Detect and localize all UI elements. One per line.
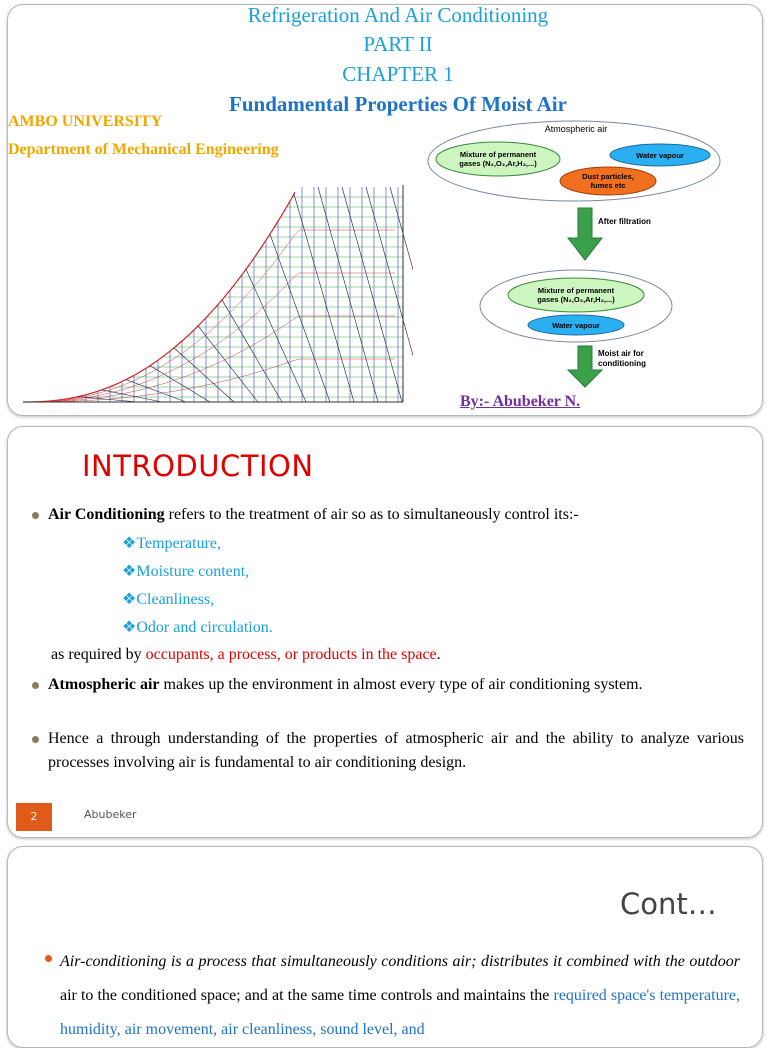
saturation-curve	[231, 284, 235, 289]
moist-air-label-a: Moist air for	[598, 349, 644, 358]
rh-curve	[137, 389, 143, 390]
moist-air-composition-diagram	[426, 115, 726, 395]
arrow-down-icon	[568, 346, 602, 387]
saturation-curve	[119, 381, 123, 383]
saturation-curve	[175, 344, 179, 347]
rh-curve	[245, 318, 251, 323]
rh-curve	[293, 316, 299, 320]
slide-heading: INTRODUCTION	[82, 449, 314, 483]
university-name: AMBO UNIVERSITY	[8, 113, 162, 131]
saturation-curve	[163, 353, 167, 356]
rh-curve	[245, 374, 251, 376]
bullet-atmospheric-air: Atmospheric air makes up the environment in almost every type of air conditioning system.	[48, 673, 744, 697]
bullet-icon	[32, 682, 39, 689]
saturation-curve	[255, 251, 259, 257]
wet-bulb-line	[198, 326, 258, 402]
rh-curve	[113, 391, 119, 393]
bullet-icon	[32, 512, 39, 519]
paragraph: Air-conditioning is a process that simultaneously conditions air; distributes it combined with the outdoor air to the conditioned space; and at the same time controls and maintains the required space's temperature, humidity, air movement, air cleanliness, sound level, and	[60, 945, 740, 1047]
saturation-curve	[275, 220, 279, 226]
rh-curve	[233, 377, 239, 379]
rh-curve	[113, 394, 119, 395]
saturation-curve	[171, 347, 175, 350]
continuation-slide	[7, 846, 763, 1048]
sub-item: ❖Odor and circulation.	[122, 617, 273, 637]
wet-bulb-line	[246, 269, 306, 402]
saturation-curve	[83, 394, 87, 395]
rh-curve	[77, 398, 83, 399]
saturation-curve	[111, 385, 115, 387]
dust-label-a: Dust particles,	[582, 172, 634, 181]
required-by-line: as required by occupants, a process, or products in the space.	[51, 643, 747, 667]
saturation-curve	[143, 368, 147, 371]
rh-curve	[245, 290, 251, 297]
wet-bulb-line	[78, 397, 138, 402]
saturation-curve	[287, 199, 291, 206]
highlight-red: occupants, a process, or products in the space	[146, 646, 437, 663]
rh-curve	[149, 378, 155, 380]
mixture-label-1b: gases (N₂,O₂,Ar,H₂,...)	[459, 159, 537, 168]
rh-curve	[281, 245, 287, 253]
saturation-curve	[103, 388, 107, 389]
mixture-label-2b: gases (N₂,O₂,Ar,H₂,...)	[537, 295, 615, 304]
rh-curve	[257, 371, 263, 373]
term-air-conditioning: Air Conditioning	[48, 506, 165, 523]
saturation-curve	[207, 312, 211, 316]
saturation-curve	[283, 206, 287, 213]
saturation-curve	[259, 245, 263, 251]
rh-curve	[269, 332, 275, 336]
wet-bulb-line	[366, 187, 413, 402]
saturation-curve	[155, 359, 159, 362]
water-vapour-label-2: Water vapour	[552, 321, 600, 330]
rh-curve	[293, 273, 299, 278]
rh-curve	[161, 363, 167, 367]
rh-curve	[113, 398, 119, 399]
rh-curve	[269, 296, 275, 302]
topic-title: Fundamental Properties Of Moist Air	[8, 92, 763, 117]
rh-curve	[197, 353, 203, 357]
sub-item: ❖Moisture content,	[122, 561, 249, 581]
rh-curve	[161, 383, 167, 385]
rh-curve	[221, 380, 227, 381]
saturation-curve	[135, 372, 139, 374]
definition-text: refers to the treatment of air so as to simultaneously control its:-	[165, 506, 579, 523]
saturation-curve	[271, 226, 275, 232]
saturation-curve	[67, 398, 71, 399]
rh-curve	[257, 276, 263, 283]
wet-bulb-line	[342, 187, 402, 402]
department-name: Department of Mechanical Engineering	[8, 141, 279, 159]
rh-curve	[83, 399, 89, 400]
rh-curve	[197, 337, 203, 342]
bullet-understanding: Hence a through understanding of the properties of atmospheric air and the ability to analyze various processes involving air is fundamental to air conditioning design.	[48, 727, 744, 775]
rh-curve	[233, 353, 239, 356]
wet-bulb-line	[222, 300, 282, 402]
rh-curve	[89, 394, 95, 395]
rh-curve	[119, 398, 125, 399]
rh-curve	[149, 370, 155, 373]
water-vapour-label-1: Water vapour	[636, 151, 684, 160]
saturation-curve	[151, 362, 155, 365]
rh-curve	[293, 359, 299, 361]
rh-curve	[233, 328, 239, 333]
saturation-curve	[159, 356, 163, 359]
saturation-curve	[187, 333, 191, 337]
rh-curve	[269, 261, 275, 269]
saturation-curve	[87, 393, 91, 394]
saturation-curve	[239, 273, 243, 278]
saturation-curve	[211, 308, 215, 312]
saturation-curve	[191, 329, 195, 333]
rh-curve	[233, 303, 239, 309]
part-title: PART II	[8, 32, 763, 57]
title-slide	[7, 4, 763, 416]
mixture-label-2a: Mixture of permanent	[538, 286, 615, 295]
saturation-curve	[71, 397, 75, 398]
rh-curve	[101, 391, 107, 393]
rh-curve	[221, 337, 227, 341]
bullet-air-conditioning	[48, 503, 744, 527]
sub-item: ❖Temperature,	[122, 533, 221, 553]
page-number: 2	[16, 803, 52, 831]
saturation-curve	[183, 337, 187, 341]
wet-bulb-line	[294, 194, 354, 402]
bullet-icon	[45, 955, 52, 962]
rh-curve	[77, 399, 83, 400]
saturation-curve	[91, 392, 95, 393]
rh-curve	[281, 285, 287, 291]
saturation-curve	[123, 379, 127, 381]
rh-curve	[281, 363, 287, 365]
saturation-curve	[203, 317, 207, 321]
atmospheric-air-label: Atmospheric air	[545, 124, 608, 134]
saturation-curve	[139, 370, 143, 372]
rh-curve	[149, 394, 155, 395]
wet-bulb-line	[174, 348, 234, 402]
saturation-curve	[167, 350, 171, 353]
saturation-curve	[279, 213, 283, 220]
saturation-curve	[223, 294, 227, 299]
slide-heading: Cont…	[620, 887, 717, 921]
wet-bulb-line	[318, 187, 378, 402]
saturation-curve	[251, 257, 255, 263]
rh-curve	[209, 327, 215, 332]
saturation-curve	[131, 375, 135, 377]
course-title: Refrigeration And Air Conditioning	[8, 4, 763, 28]
saturation-curve	[263, 239, 267, 245]
rh-curve	[293, 230, 299, 237]
bullet-icon	[32, 736, 39, 743]
rh-curve	[221, 315, 227, 321]
rh-curve	[125, 382, 131, 384]
saturation-curve	[95, 391, 99, 392]
rh-curve	[173, 367, 179, 370]
rh-curve	[257, 339, 263, 343]
after-filtration-label: After filtration	[598, 217, 651, 226]
rh-curve	[257, 308, 263, 313]
introduction-slide	[7, 426, 763, 838]
saturation-curve	[199, 321, 203, 325]
wet-bulb-line	[390, 187, 413, 402]
dust-label-b: fumes etc	[590, 181, 625, 190]
rh-curve	[173, 355, 179, 359]
author-name: By:- Abubeker N.	[460, 393, 580, 411]
saturation-curve	[127, 377, 131, 379]
wet-bulb-line	[150, 366, 210, 402]
rh-curve	[173, 390, 179, 391]
sub-item: ❖Cleanliness,	[122, 589, 214, 609]
footer-author: Abubeker	[84, 808, 137, 821]
rh-curve	[185, 374, 191, 376]
moist-air-label-b: conditioning	[598, 359, 646, 368]
rh-curve	[101, 394, 107, 395]
saturation-curve	[115, 383, 119, 385]
saturation-curve	[235, 279, 239, 284]
saturation-curve	[227, 289, 231, 294]
rh-curve	[137, 396, 143, 397]
psychrometric-chart-image	[18, 177, 413, 412]
arrow-down-icon	[568, 208, 602, 260]
term-atmospheric-air: Atmospheric air	[48, 676, 160, 693]
rh-curve	[209, 364, 215, 367]
saturation-curve	[79, 396, 83, 397]
chapter-title: CHAPTER 1	[8, 62, 763, 87]
rh-curve	[125, 392, 131, 393]
saturation-curve	[179, 340, 183, 343]
mixture-label-1a: Mixture of permanent	[460, 150, 537, 159]
saturation-curve	[107, 386, 111, 388]
